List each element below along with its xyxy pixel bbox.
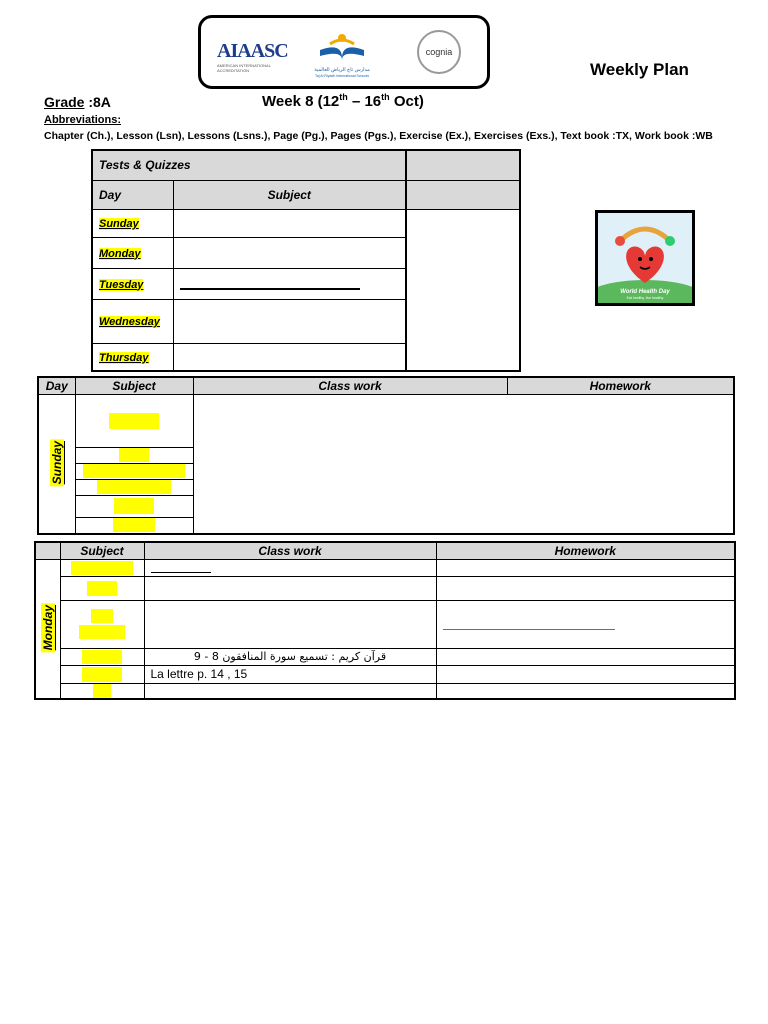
monday-subject-5: [60, 665, 144, 683]
cognia-logo-text: cognia: [425, 47, 453, 57]
tests-underline: [180, 288, 360, 290]
monday-classwork-3: [144, 600, 436, 648]
sunday-work-cell: [193, 394, 734, 534]
tests-title-extra-cell: [406, 150, 520, 180]
tests-day-thursday: Thursday: [99, 351, 149, 364]
highlight-mark: [82, 667, 122, 682]
monday-subject-3: [60, 600, 144, 648]
week-range: [262, 92, 424, 110]
highlight-mark: [91, 609, 113, 623]
sunday-header-row: [38, 377, 734, 394]
tests-day-wednesday: Wednesday: [99, 316, 160, 328]
sunday-subject-3: [75, 463, 193, 479]
monday-subject-6: [60, 683, 144, 699]
monday-classwork-4: قرآن كريم : تسميع سورة المنافقون 8 - 9: [144, 648, 436, 665]
sunday-col-subject: Subject: [75, 377, 193, 394]
sunday-subject-4: [75, 479, 193, 495]
monday-row-4: [35, 648, 735, 665]
week-mid: – 16: [347, 93, 382, 110]
monday-col-homework: Homework: [436, 542, 735, 559]
highlight-mark: [79, 625, 125, 639]
aiaasc-logo-sub: AMERICAN INTERNATIONAL ACCREDITATION: [217, 63, 271, 73]
monday-day-cell: [35, 559, 60, 699]
week-end: Oct): [389, 93, 424, 110]
monday-homework-4: [436, 648, 735, 665]
tests-notes-cell: [406, 209, 520, 371]
highlight-mark: [114, 498, 154, 514]
monday-col-subject: Subject: [60, 542, 144, 559]
monday-header-row: [35, 542, 735, 559]
monday-table: [34, 541, 736, 700]
highlight-mark: [109, 413, 159, 429]
monday-row-2: [35, 576, 735, 600]
week-sup-end: th: [381, 92, 390, 102]
monday-homework-5: [436, 665, 735, 683]
page-title: Weekly Plan: [590, 60, 689, 79]
monday-homework-6: [436, 683, 735, 699]
grade-line: [44, 94, 111, 110]
monday-classwork-5: La lettre p. 14 , 15: [144, 665, 436, 683]
monday-classwork-2: [144, 576, 436, 600]
poster-caption: World Health Day: [620, 289, 670, 295]
highlight-mark: [83, 464, 185, 478]
highlight-mark: [82, 650, 122, 664]
tests-col-subject: Subject: [173, 180, 406, 209]
monday-row-1: [35, 559, 735, 576]
highlight-mark: [119, 448, 149, 462]
taj-school-name-ar: مدارس تاج الرياض العالمية: [314, 67, 370, 73]
monday-day-label: Monday: [40, 604, 55, 650]
sunday-col-homework: Homework: [507, 377, 734, 394]
taj-school-name-en: Taj Al Riyadh International Schools: [315, 74, 369, 78]
grade-label: Grade: [44, 94, 85, 110]
cognia-logo: [417, 30, 461, 74]
taj-school-logo: [305, 32, 379, 78]
monday-col-day: [35, 542, 60, 559]
week-text: Week 8 (12: [262, 93, 340, 110]
monday-subject-4: [60, 648, 144, 665]
sunday-day-label: Sunday: [49, 440, 64, 484]
tests-header-extra-cell: [406, 180, 520, 209]
monday-classwork-1: [144, 559, 436, 576]
tests-subject-sunday: [173, 209, 406, 237]
highlight-mark: [87, 581, 117, 596]
monday-homework-3: [436, 600, 735, 648]
tests-day-tuesday: Tuesday: [99, 278, 144, 291]
monday-homework-2: [436, 576, 735, 600]
sunday-row: [38, 394, 734, 447]
highlight-mark: [93, 684, 111, 698]
tests-title: Tests & Quizzes: [92, 150, 406, 180]
tests-row-sunday: [92, 209, 520, 237]
abbreviations-label: Abbreviations:: [44, 114, 122, 126]
sunday-subject-6: [75, 517, 193, 534]
sunday-day-cell: [38, 394, 75, 534]
highlight-mark: [113, 518, 155, 532]
underline-mark: [151, 572, 211, 573]
highlight-mark: [97, 480, 171, 494]
world-health-day-poster: [595, 210, 695, 306]
tests-day-sunday: Sunday: [99, 218, 139, 230]
sunday-subject-2: [75, 447, 193, 463]
grade-value: :8A: [88, 94, 111, 110]
week-sup-start: th: [339, 92, 348, 102]
aiaasc-logo-text: AIAASC: [217, 40, 288, 62]
sunday-subject-1: [75, 394, 193, 447]
poster-subcaption: Eat healthy, live healthy: [626, 296, 664, 300]
tests-col-day: Day: [92, 180, 173, 209]
sunday-table: [37, 376, 735, 535]
sunday-col-day: Day: [38, 377, 75, 394]
tests-day-monday: Monday: [99, 247, 141, 260]
tests-header-row: [92, 180, 520, 209]
monday-subject-2: [60, 576, 144, 600]
sunday-subject-5: [75, 495, 193, 517]
monday-row-3: [35, 600, 735, 648]
book-person-icon: [312, 32, 372, 62]
monday-homework-1: [436, 559, 735, 576]
monday-row-5: [35, 665, 735, 683]
logo-banner: [198, 15, 490, 89]
tests-subject-thursday: [173, 343, 406, 371]
sunday-col-classwork: Class work: [193, 377, 507, 394]
tests-quizzes-table: [91, 149, 521, 372]
monday-classwork-6: [144, 683, 436, 699]
tests-title-row: [92, 150, 520, 180]
aiaasc-logo: [217, 32, 287, 78]
monday-col-classwork: Class work: [144, 542, 436, 559]
highlight-mark: [71, 561, 133, 575]
tests-subject-monday: [173, 237, 406, 268]
abbreviations-text: Chapter (Ch.), Lesson (Lsn), Lessons (Lsns.), Page (Pg.), Pages (Pgs.), Exercise (Ex.), Exercises (Exs.), Text book :TX, Work book :WB: [44, 130, 713, 142]
monday-row-6: [35, 683, 735, 699]
tests-subject-tuesday: [173, 268, 406, 299]
monday-subject-1: [60, 559, 144, 576]
link-underline[interactable]: [443, 629, 615, 630]
tests-subject-wednesday: [173, 299, 406, 343]
